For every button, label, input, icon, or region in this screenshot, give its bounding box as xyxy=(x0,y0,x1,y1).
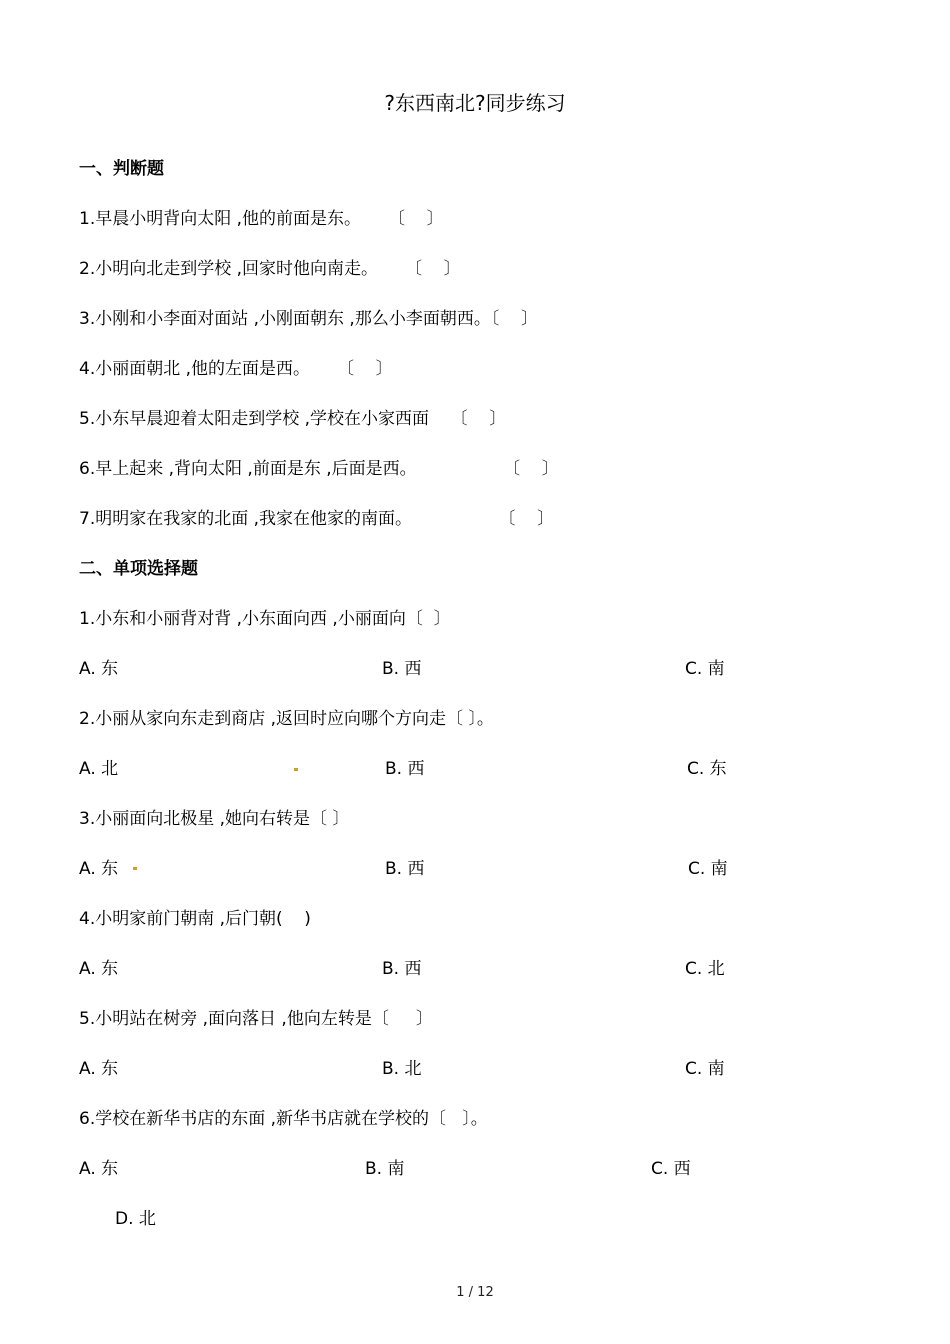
question-3-option-c: C. 南 xyxy=(688,859,728,879)
true-false-item-4: 4.小丽面朝北 ,他的左面是西。 〔 〕 xyxy=(79,359,393,379)
question-6-option-b: B. 南 xyxy=(365,1159,405,1179)
section-heading-multiple-choice: 二、单项选择题 xyxy=(79,559,198,579)
question-6-option-a: A. 东 xyxy=(79,1159,119,1179)
question-2-option-b: B. 西 xyxy=(385,759,425,779)
question-5-option-a: A. 东 xyxy=(79,1059,119,1079)
stray-mark xyxy=(133,867,137,870)
section-heading-true-false: 一、判断题 xyxy=(79,159,164,179)
question-3-option-a: A. 东 xyxy=(79,859,119,879)
question-5-option-c: C. 南 xyxy=(685,1059,725,1079)
true-false-item-7: 7.明明家在我家的北面 ,我家在他家的南面。 〔 〕 xyxy=(79,509,555,529)
question-3: 3.小丽面向北极星 ,她向右转是〔 〕 xyxy=(79,809,350,829)
question-1: 1.小东和小丽背对背 ,小东面向西 ,小丽面向〔 〕 xyxy=(79,609,451,629)
question-1-option-c: C. 南 xyxy=(685,659,725,679)
question-6: 6.学校在新华书店的东面 ,新华书店就在学校的〔 〕。 xyxy=(79,1109,488,1129)
question-6-option-c: C. 西 xyxy=(651,1159,691,1179)
question-5: 5.小明站在树旁 ,面向落日 ,他向左转是〔 〕 xyxy=(79,1009,433,1029)
question-1-option-a: A. 东 xyxy=(79,659,119,679)
question-2: 2.小丽从家向东走到商店 ,返回时应向哪个方向走〔 〕。 xyxy=(79,709,494,729)
question-4: 4.小明家前门朝南 ,后门朝( ) xyxy=(79,909,311,929)
stray-mark xyxy=(294,768,298,771)
question-1-option-b: B. 西 xyxy=(382,659,422,679)
page-title: ?东西南北?同步练习 xyxy=(384,91,566,115)
question-2-option-a: A. 北 xyxy=(79,759,119,779)
question-4-option-a: A. 东 xyxy=(79,959,119,979)
true-false-item-6: 6.早上起来 ,背向太阳 ,前面是东 ,后面是西。 〔 〕 xyxy=(79,459,559,479)
true-false-item-5: 5.小东早晨迎着太阳走到学校 ,学校在小家西面 〔 〕 xyxy=(79,409,507,429)
page-number: 1 / 12 xyxy=(456,1285,494,1300)
question-2-option-c: C. 东 xyxy=(687,759,727,779)
question-5-option-b: B. 北 xyxy=(382,1059,422,1079)
question-4-option-b: B. 西 xyxy=(382,959,422,979)
true-false-item-2: 2.小明向北走到学校 ,回家时他向南走。 〔 〕 xyxy=(79,259,461,279)
true-false-item-3: 3.小刚和小李面对面站 ,小刚面朝东 ,那么小李面朝西。〔 〕 xyxy=(79,309,538,329)
true-false-item-1: 1.早晨小明背向太阳 ,他的前面是东。 〔 〕 xyxy=(79,209,444,229)
question-3-option-b: B. 西 xyxy=(385,859,425,879)
question-4-option-c: C. 北 xyxy=(685,959,725,979)
question-6-option-d: D. 北 xyxy=(115,1209,156,1229)
